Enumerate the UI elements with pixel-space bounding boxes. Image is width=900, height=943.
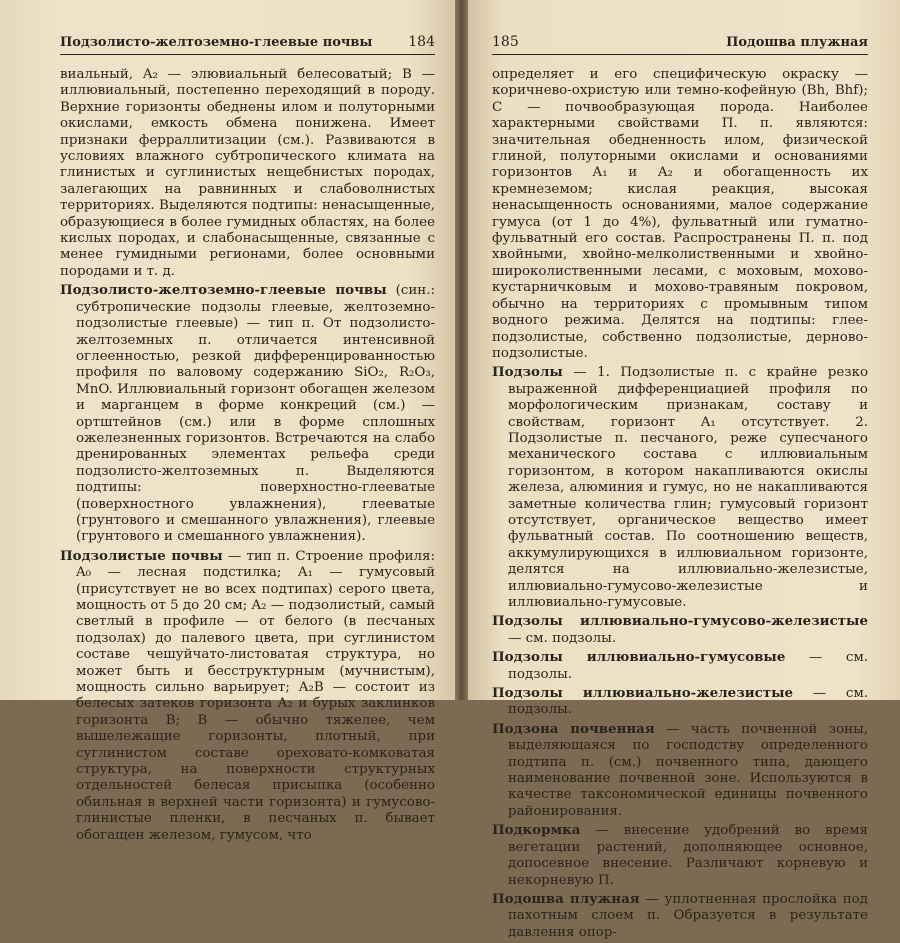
book-gutter: [455, 0, 468, 700]
entry-headword: Подзолистые почвы: [60, 547, 223, 564]
dictionary-entry: [492, 364, 868, 611]
entry-headword: Подошва плужная: [492, 890, 640, 907]
entry-headword: Подзолы: [492, 364, 563, 381]
entry-text: — часть почвенной зоны, выделяющаяся по господству определенного подтипа п. (см.) почвенного типа, дающего наименование почвенной зоне. Используются в качестве таксономической единицы почвенного районирования.: [508, 721, 868, 819]
right-page-header: [492, 30, 868, 55]
dictionary-entry: [492, 66, 868, 362]
entry-headword: Подзолы иллювиально-железистые: [492, 685, 794, 702]
dictionary-entry: [492, 685, 868, 719]
dictionary-entry: [60, 66, 435, 280]
dictionary-entry: [492, 721, 868, 820]
running-head-title: Подзолисто-желтоземно-глеевые почвы: [60, 34, 373, 50]
entry-text: — см. подзолы.: [508, 650, 868, 682]
dictionary-entry: [60, 548, 435, 844]
left-page: [0, 0, 455, 843]
dictionary-entry: [60, 282, 435, 546]
entry-text: — см. подзолы.: [508, 630, 617, 646]
dictionary-entry: [492, 822, 868, 889]
right-page: [468, 0, 900, 940]
page-number: 184: [408, 34, 435, 50]
dictionary-entry: [492, 891, 868, 941]
entry-text: — уплотненная прослойка под пахотным слоем п. Образуется в результате давления опор-: [508, 891, 868, 940]
entry-text: — 1. Подзолистые п. с крайне резко выраженной дифференциацией профиля по морфологическим признакам, составу и свойствам, горизонт A₁ отсутствует. 2. Подзолистые п. песчаного, реже супесчаного механического состава с иллювиальным горизонтом, в котором накапливаются окислы железа, алюминия и гумус, но не накапливаются заметные количества глин; гумусовый горизонт отсутствует, органическое вещество имеет фульватный состав. По соотношению веществ, аккумулирующихся в иллювиальном горизонте, делятся на иллювиально-железистые, иллювиально-гумусово-железистые и иллювиально-гумусовые.: [508, 365, 868, 610]
entry-text: — тип п. Строение профиля: A₀ — лесная подстилка; A₁ — гумусовый (присутствует не во всех подтипах) серого цвета, мощность от 5 до 20 см; A₂ — подзолистый, самый светлый в профиле — от белого (в песчаных подзолах) до палевого цвета, при суглинистом составе чешуйчато-листоватая структура, но может быть и бесструктурным (мучнистым), мощность сильно варьирует; A₂B — состоит из белесых затеков горизонта A₂ и бурых заклинков горизонта B; B — обычно тяжелее, чем вышележащие горизонты, плотный, при суглинистом составе ореховато-комковатая структура, на поверхности структурных отдельностей белесая присыпка (особенно обильная в верхней части горизонта) и гумусово-глинистые пленки, в песчаных п. бывает обогащен железом, гумусом, что: [76, 548, 436, 843]
entry-text: — внесение удобрений во время вегетации растений, дополняющее основное, допосевное внесение. Различают корневую и некорневую П.: [508, 823, 868, 888]
running-head-title: Подошва плужная: [726, 34, 868, 50]
entry-text: (син.: субтропические подзолы глеевые, желтоземно-подзолистые глеевые) — тип п. От подзолисто-желтоземных п. отличается интенсивной оглеенностью, резкой дифференцированностью профиля по валовому содержанию SiO₂, R₂O₃, MnO. Иллювиальный горизонт обогащен железом и марганцем в форме конкреций (см.) — ортштейнов (см.) или в форме сплошных ожелезненных горизонтов. Встречаются на слабо дренированных элементах рельефа среди подзолисто-желтоземных п. Выделяются подтипы: поверхностно-глееватые (поверхностного увлажнения), глееватые (грунтового и смешанного увлажнения), глеевые (грунтового и смешанного увлажнения).: [76, 283, 435, 545]
dictionary-entry: [492, 649, 868, 683]
entry-headword: Подзолы иллювиально-гумусовые: [492, 649, 786, 666]
dictionary-entry: [492, 613, 868, 647]
right-page-body: [492, 66, 868, 943]
entry-headword: Подзолы иллювиально-гумусово-железистые: [492, 613, 868, 630]
entry-text: виальный, A₂ — элювиальный белесоватый; B — иллювиальный, постепенно переходящий в породу. Верхние горизонты обеднены илом и полуторными окислами, емкость обмена понижена. Имеет признаки ферраллитизации (см.). Развиваются в условиях влажного субтропического климата на глинистых и суглинистых нещебнистых породах, залегающих на равнинных и слабоволнистых территориях. Выделяются подтипы: ненасыщенные, образующиеся в более гумидных областях, на более кислых породах, и слабонасыщенные, связанные с менее гумидными регионами, более основными породами и т. д.: [60, 67, 435, 279]
entry-headword: Подзона почвенная: [492, 720, 655, 737]
left-page-header: [60, 30, 435, 55]
page-number: 185: [492, 34, 519, 50]
entry-text: определяет и его специфическую окраску — коричнево-охристую или темно-кофейную (Bh, Bhf); C — почвообразующая порода. Наиболее характерными свойствами П. п. являются: значительная обедненность илом, физической глиной, полуторными окислами и основаниями горизонтов A₁ и A₂ и обогащенность их кремнеземом; кислая реакция, высокая ненасыщенность основаниями, малое содержание гумуса (от 1 до 4%), фульватный или гуматно-фульватный его состав. Распространены П. п. под хвойными, хвойно-мелколиственными и хвойно-широколиственными лесами, с моховым, мохово-кустарничковым и мохово-травяным покровом, обычно на территориях с промывным типом водного режима. Делятся на подтипы: глее-подзолистые, собственно подзолистые, дерново-подзолистые.: [492, 67, 868, 361]
left-page-body: [60, 66, 435, 846]
entry-headword: Подзолисто-желтоземно-глеевые почвы: [60, 282, 387, 299]
entry-text: — см. подзолы.: [508, 686, 868, 718]
entry-headword: Подкормка: [492, 822, 581, 839]
